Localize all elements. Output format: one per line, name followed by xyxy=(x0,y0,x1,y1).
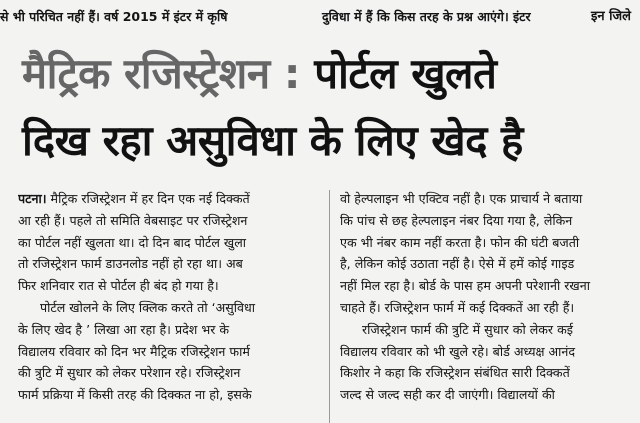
headline-topic: मैट्रिक रजिस्ट्रेशन : xyxy=(22,49,301,98)
headline-main-part: पोर्टल खुलते xyxy=(314,49,497,98)
headline-line-1 xyxy=(22,50,496,98)
article-line: रजिस्ट्रेशन फार्म की त्रुटि में सुधार को लेकर कई xyxy=(362,321,573,337)
article-line: चाहते हैं। रजिस्ट्रेशन फार्म में कई दिक्कतें आ रही हैं। xyxy=(340,299,575,315)
top-strip-middle-text: दुविधा में हैं कि किस तरह के प्रश्न आएंगे। इंटर xyxy=(322,9,531,24)
article-line: फार्म प्रक्रिया में किसी तरह की दिक्कत ना हो, इसके xyxy=(18,387,252,403)
article-line: पोर्टल खोलने के लिए क्लिक करते तो ‘असुविधा xyxy=(40,299,256,315)
top-strip-right-text: इन जिले xyxy=(591,9,631,24)
article-line: पटना। मैट्रिक रजिस्ट्रेशन में हर दिन एक नई दिक्कतें xyxy=(18,191,250,206)
article-right-column xyxy=(340,188,638,406)
column-divider xyxy=(329,190,330,423)
article-line: एक भी नंबर काम नहीं करता है। फोन की घंटी बजती xyxy=(340,234,580,250)
top-strip-left-text: से भी परिचित नहीं हैं। वर्ष 2015 में इंटर में कृषि xyxy=(0,9,228,24)
article-line: तो रजिस्ट्रेशन फार्म डाउनलोड नहीं हो रहा था। अब xyxy=(18,256,243,272)
article-left-column xyxy=(18,188,318,406)
article-line: विद्यालय रविवार को दिन भर मैट्रिक रजिस्ट्रेशन फार्म xyxy=(18,343,250,359)
dateline: पटना। xyxy=(18,191,47,206)
article-line: जल्द से जल्द सही कर दी जाएंगी। विद्यालयों की xyxy=(340,387,555,403)
article-line: के लिए खेद है ’ लिखा आ रहा है। प्रदेश भर के xyxy=(18,321,230,337)
article-line: आ रही हैं। पहले तो समिति वेबसाइट पर रजिस्ट्रेशन xyxy=(18,212,248,228)
article-line: नहीं मिल रहा है। बोर्ड के पास हम अपनी परेशानी रखना xyxy=(340,278,590,294)
article-line: फिर शनिवार रात से पोर्टल ही बंद हो गया है। xyxy=(18,278,219,294)
article-line: विद्यालय रविवार को भी खुले रहे। बोर्ड अध्यक्ष आनंद xyxy=(340,343,576,359)
article-line: कि पांच से छह हेल्पलाइन नंबर दिया गया है, लेकिन xyxy=(340,212,573,228)
article-line: वो हेल्पलाइन भी एक्टिव नहीं है। एक प्राचार्य ने बताया xyxy=(340,191,583,206)
article-line: की त्रुटि में सुधार को लेकर परेशान रहे। रजिस्ट्रेशन xyxy=(18,365,241,381)
headline-line-2: दिख रहा असुविधा के लिए खेद है xyxy=(22,116,523,165)
article-line: का पोर्टल नहीं खुलता था। दो दिन बाद पोर्टल खुला xyxy=(18,234,246,250)
article-line: है, लेकिन कोई उठाता नहीं है। ऐसे में हमें कोई गाइड xyxy=(340,256,575,272)
article-line: किशोर ने कहा कि रजिस्ट्रेशन संबंधित सारी दिक्कतें xyxy=(340,365,570,381)
